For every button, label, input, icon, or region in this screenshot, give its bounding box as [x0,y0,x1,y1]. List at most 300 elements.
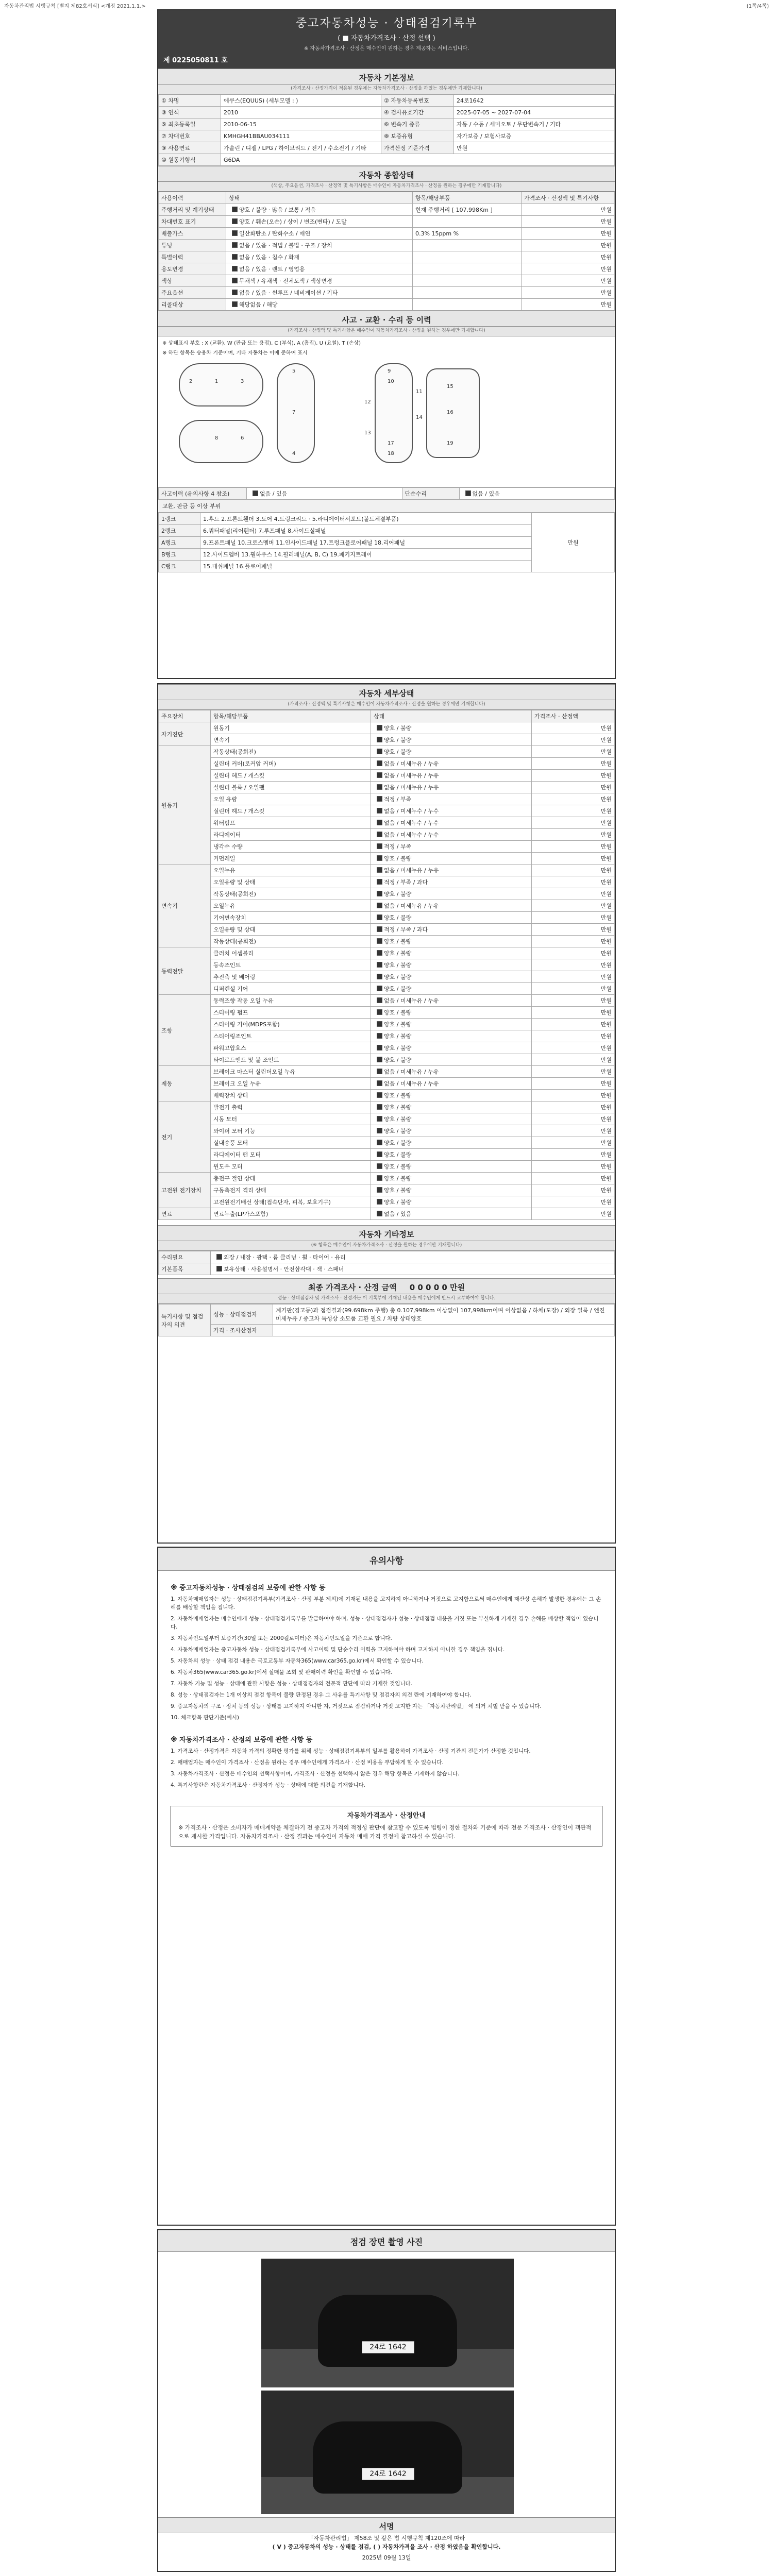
detail-item: 발전기 출력 [211,1101,371,1113]
other-info-row [159,1263,615,1275]
exchange-items: 9.프론트패널 10.크로스멤버 11.인사이드패널 17.트렁크플로어패널 18.리어패널 [200,537,532,549]
detail-row [159,1042,615,1054]
notice-paragraph: 3. 자동차가격조사 · 산정은 매수인의 선택사항이며, 가격조사 · 산정을 선택하지 않은 경우 해당 항목은 기재하지 않습니다. [171,1771,460,1777]
status-table [158,192,615,311]
detail-price: 만원 [532,1125,615,1137]
part-number: 2 [189,379,193,384]
status-header-3: 가격조사 · 산정액 및 특기사항 [522,192,615,204]
other-info-value [211,1263,615,1275]
detail-state-text: 양호 / 불량 [384,1104,412,1111]
detail-state-text: 없음 / 미세누수 / 누수 [384,820,439,826]
detail-row [159,1078,615,1090]
checkbox-icon [377,737,382,742]
detail-row [159,900,615,912]
checkbox-icon [377,1057,382,1062]
year-value: 2010 [221,107,381,118]
detail-row [159,817,615,829]
detail-row [159,1007,615,1019]
detail-item: 라디에이터 팬 모터 [211,1149,371,1161]
detail-price: 만원 [532,912,615,924]
status-note: (색상, 주요옵션, 가격조사 · 산정액 및 특기사항은 매수인이 자동차가격조사 · 산정을 원하는 경우에만 기재합니다) [158,182,615,192]
detail-state-text: 양호 / 불량 [384,986,412,992]
detail-state-text: 양호 / 불량 [384,1175,412,1182]
document-subtitle: ( ■ 자동차가격조사 · 산정 선택 ) [338,35,435,42]
detail-row [159,888,615,900]
status-row [159,275,615,287]
exchange-items: 12.사이드멤버 13.휠하우스 14.필러패널(A, B, C) 19.패키지트레이 [200,549,532,561]
checkbox-icon [377,1199,382,1205]
status-row-extra [413,216,522,228]
part-number: 11 [416,389,423,395]
status-row-text: 없음 / 있음 · 적법 / 불법 · 구조 / 장치 [239,242,332,249]
detail-row [159,971,615,983]
simple-repair-label: 단순수리 [402,488,459,500]
part-number: 6 [241,435,244,441]
detail-state-text: 양호 / 불량 [384,725,412,732]
detail-row [159,829,615,841]
notice-title: 유의사항 [158,1548,615,1571]
accident-legend: ※ 상태표시 부호 : X (교환), W (판금 또는 용접), C (부식), A (흠집), U (요철), T (손상) [162,341,361,346]
detail-row [159,912,615,924]
detail-price: 만원 [532,1042,615,1054]
part-number: 12 [364,399,371,405]
detail-state-text: 없음 / 미세누유 / 누유 [384,760,439,767]
exchange-items: 1.후드 2.프론트휀더 3.도어 4.트렁크리드 · 5.라디에이터서포트(볼트체결부품) [200,513,532,525]
detail-price: 만원 [532,900,615,912]
detail-row [159,1196,615,1208]
detail-item: 실린더 블록 / 오일팬 [211,782,371,793]
detail-state-text: 적정 / 부족 [384,796,412,803]
detail-state-text: 양호 / 불량 [384,1199,412,1206]
trans-label: ⑥ 변속기 종류 [381,118,454,130]
checkbox-icon [377,1128,382,1133]
part-number: 9 [388,368,391,374]
vin-label: ⑦ 차대번호 [159,130,221,142]
validity-value: 2025-07-05 ~ 2027-07-04 [454,107,615,118]
detail-price: 만원 [532,758,615,770]
detail-state [371,1184,532,1196]
detail-state [371,829,532,841]
detail-item: 스티어링 펌프 [211,1007,371,1019]
status-row-text: 없음 / 있음 · 썬루프 / 네비게이션 / 기타 [239,290,338,296]
final-price-label: 최종 가격조사 · 산정 금액 [308,1283,397,1292]
status-row-price: 만원 [522,204,615,216]
status-row-value [226,228,413,240]
status-row-price: 만원 [522,287,615,299]
detail-price: 만원 [532,1030,615,1042]
detail-price: 만원 [532,1101,615,1113]
notice-paragraph: 8. 성능 · 상태점검자는 1개 이상의 점검 항목이 불량 판정된 경우 그 사유를 특기사항 및 점검자의 의견 란에 기재하여야 합니다. [171,1692,472,1698]
detail-row [159,865,615,876]
checkbox-icon [377,820,382,825]
detail-state-text: 없음 / 있음 [384,1211,412,1217]
notice-subtitle-2: ※ 자동차가격조사 · 산정의 보증에 관한 사항 등 [171,1736,313,1744]
detail-state-text: 없음 / 미세누수 / 누수 [384,832,439,838]
price-basis-label: 가격산정 기준가격 [381,142,454,154]
detail-row [159,782,615,793]
inspection-photo-rear [261,2391,514,2514]
notice-body [158,1571,615,1799]
status-row-text: 일산화탄소 / 탄화수소 / 매연 [239,230,311,237]
basic-info-title: 자동차 기본정보 [158,69,615,84]
checkbox-icon [377,749,382,754]
car-front-image [318,2295,457,2367]
part-number: 16 [447,410,453,415]
detail-item: 실린더 커버(로커암 커버) [211,758,371,770]
detail-price: 만원 [532,853,615,865]
checkbox-icon [232,218,238,224]
detail-price: 만원 [532,1137,615,1149]
detail-state [371,936,532,947]
status-row-label: 색상 [159,275,226,287]
detail-row [159,853,615,865]
checkbox-icon [377,1211,382,1216]
document-title: 중고자동차성능 · 상태점검기록부 [295,17,478,30]
detail-state [371,995,532,1007]
status-row-label: 리콜대상 [159,299,226,311]
status-row-price: 만원 [522,251,615,263]
reg-no-label: ② 자동차등록번호 [381,95,454,107]
detail-price: 만원 [532,888,615,900]
detail-price: 만원 [532,959,615,971]
detail-item: 오일유량 및 상태 [211,924,371,936]
detail-group-label: 원동기 [159,746,211,865]
detail-state-text: 없음 / 미세누유 / 누유 [384,1080,439,1087]
detail-item: 워터펌프 [211,817,371,829]
status-row-text: 없음 / 있음 · 침수 / 화재 [239,254,299,261]
detail-price: 만원 [532,1054,615,1066]
detail-state [371,1161,532,1173]
notice-paragraph: 3. 자동차인도일부터 보증기간(30일 또는 2000킬로미터)은 자동차인도일을 기준으로 합니다. [171,1635,392,1641]
detail-state [371,876,532,888]
detail-price: 만원 [532,947,615,959]
detail-state [371,971,532,983]
simple-repair-value [459,488,615,500]
detail-header-0: 주요장치 [159,710,211,722]
checkbox-icon [377,832,382,837]
status-row-value [226,263,413,275]
detail-state-text: 양호 / 불량 [384,1033,412,1040]
checkbox-icon [232,242,238,248]
detail-price: 만원 [532,1090,615,1101]
detail-price: 만원 [532,1007,615,1019]
exchange-rank: C랭크 [159,561,200,572]
detail-price: 만원 [532,1019,615,1030]
detail-item: 클러치 어셈블리 [211,947,371,959]
detail-price: 만원 [532,936,615,947]
detail-group-label: 제동 [159,1066,211,1101]
first-reg-label: ⑤ 최초등록일 [159,118,221,130]
detail-price: 만원 [532,983,615,995]
detail-state [371,1066,532,1078]
notice-subtitle-1: ※ 중고자동차성능 · 상태점검의 보증에 관한 사항 등 [171,1584,326,1592]
detail-state [371,900,532,912]
detail-state [371,853,532,865]
pricing-guide-title: 자동차가격조사 · 산정안내 [347,1812,426,1820]
checkbox-icon [377,1045,382,1050]
detail-item: 오일누유 [211,900,371,912]
status-row-price: 만원 [522,240,615,251]
part-number: 17 [388,440,394,446]
checkbox-icon [377,772,382,778]
part-number: 13 [364,430,371,436]
special-label: 특기사항 및 점검자의 의견 [159,1304,211,1336]
part-number: 19 [447,440,453,446]
detail-state-text: 양호 / 불량 [384,974,412,980]
detail-row [159,1113,615,1125]
detail-price: 만원 [532,770,615,782]
detail-price: 만원 [532,1113,615,1125]
status-header-2: 항목/해당부품 [413,192,522,204]
fuel-value: 가솔린 / 디젤 / LPG / 하이브리드 / 전기 / 수소전기 / 기타 [221,142,381,154]
detail-row [159,746,615,758]
detail-row [159,1090,615,1101]
detail-state [371,793,532,805]
detail-state-text: 양호 / 불량 [384,1116,412,1123]
top-bar [0,0,773,9]
checkbox-icon [232,230,238,236]
detail-price: 만원 [532,1196,615,1208]
inspection-photo-front [261,2259,514,2387]
detail-price: 만원 [532,1149,615,1161]
part-number: 3 [241,379,244,384]
checkbox-icon [377,1033,382,1039]
first-reg-value: 2010-06-15 [221,118,381,130]
checkbox-icon [232,207,238,212]
detail-row [159,876,615,888]
checkbox-icon [377,784,382,790]
status-row [159,263,615,275]
car-name-label: ① 차명 [159,95,221,107]
detail-price: 만원 [532,1173,615,1184]
detail-price: 만원 [532,746,615,758]
checkbox-icon [377,855,382,861]
status-row-value [226,204,413,216]
license-plate-rear: 24로 1642 [362,2468,414,2480]
detail-state-text: 양호 / 불량 [384,1151,412,1158]
checkbox-icon [377,843,382,849]
checkbox-icon [377,808,382,814]
detail-item: 실린더 헤드 / 개스킷 [211,805,371,817]
detail-group-label: 전기 [159,1101,211,1173]
status-row-label: 주행거리 및 계기상태 [159,204,226,216]
other-info-title: 자동차 기타정보 [158,1225,615,1241]
part-number: 1 [215,379,219,384]
detail-group-label: 고전원 전기장치 [159,1173,211,1208]
status-row-value [226,251,413,263]
detail-price: 만원 [532,1208,615,1220]
detail-state-text: 없음 / 미세누유 / 누유 [384,784,439,791]
other-info-label: 수리필요 [159,1251,211,1263]
detail-state [371,1090,532,1101]
detail-row [159,1030,615,1042]
status-row-label: 차대번호 표기 [159,216,226,228]
detail-state [371,805,532,817]
detail-state-text: 없음 / 미세누수 / 누수 [384,808,439,815]
notice-paragraph: 4. 자동차매매업자는 중고자동차 성능 · 상태점검기록부에 사고이력 및 단순수리 이력을 고지하여야 하며 고지하지 아니한 경우 책임을 집니다. [171,1647,505,1653]
detail-group-label: 연료 [159,1208,211,1220]
notice-paragraph: 1. 자동차매매업자는 성능 · 상태점검기록부(가격조사 · 산정 부분 제외)에 기재된 내용을 고지하지 아니하거나 거짓으로 고지함으로써 매수인에게 재산상 손해가 발생한 경우에는 그 손해를 배상할 책임을 집니다. [171,1596,601,1611]
status-row-label: 용도변경 [159,263,226,275]
detail-item: 브레이크 오일 누유 [211,1078,371,1090]
status-row [159,240,615,251]
basic-info-table [158,94,615,166]
detail-state [371,1101,532,1113]
final-price-title [158,1278,615,1294]
final-price-value: 0 0 0 0 0 만원 [409,1283,465,1292]
detail-item: 오일유량 및 상태 [211,876,371,888]
signature-title: 서명 [158,2517,615,2533]
detail-group-label: 동력전달 [159,947,211,995]
exchange-row [159,513,615,525]
status-row [159,287,615,299]
detail-item: 타이로드엔드 및 볼 조인트 [211,1054,371,1066]
detail-state [371,817,532,829]
accident-title: 사고 · 교환 · 수리 등 이력 [158,311,615,327]
detail-table [158,710,615,1220]
basic-info-note: (가격조사 · 산정가격이 적용된 경우에는 자동차가격조사 · 산정을 하였는 경우에만 기재합니다) [158,84,615,94]
detail-price: 만원 [532,793,615,805]
detail-state-text: 양호 / 불량 [384,891,412,897]
part-number: 5 [292,368,296,374]
checkbox-icon [377,962,382,968]
status-row-label: 배출가스 [159,228,226,240]
status-row-value [226,240,413,251]
pricing-guide-box [171,1806,602,1846]
detail-state [371,947,532,959]
detail-state [371,770,532,782]
detail-state [371,1196,532,1208]
checkbox-icon [377,914,382,920]
detail-row [159,770,615,782]
checkbox-icon [377,1140,382,1145]
status-title: 자동차 종합상태 [158,166,615,182]
detail-item: 작동상태(공회전) [211,746,371,758]
special-text-2 [273,1325,615,1336]
checkbox-icon [377,950,382,956]
accident-table [158,487,615,500]
detail-item: 디퍼렌셜 기어 [211,983,371,995]
checkbox-icon [377,725,382,731]
exchange-items: 6.쿼터패널(리어휀더) 7.루프패널 8.사이드실패널 [200,525,532,537]
checkbox-icon [377,938,382,944]
accident-note: (가격조사 · 산정액 및 특기사항은 매수인이 자동차가격조사 · 산정을 원하는 경우에만 기재합니다) [158,327,615,336]
part-number: 8 [215,435,219,441]
detail-group-label: 자기진단 [159,722,211,746]
status-row-price: 만원 [522,263,615,275]
checkbox-icon [377,1080,382,1086]
checkbox-icon [377,1092,382,1098]
detail-price: 만원 [532,734,615,746]
detail-item: 배력장치 상태 [211,1090,371,1101]
detail-item: 와이퍼 모터 기능 [211,1125,371,1137]
checkbox-icon [232,278,238,283]
detail-item: 스티어링 기어(MDPS포함) [211,1019,371,1030]
detail-state-text: 양호 / 불량 [384,1009,412,1016]
status-row-extra [413,299,522,311]
detail-state [371,959,532,971]
vin-value: KMHGH41BBAU034111 [221,130,381,142]
other-info-row [159,1251,615,1263]
detail-row [159,983,615,995]
detail-state [371,1173,532,1184]
status-row-price: 만원 [522,275,615,287]
status-row-text: 양호 / 훼손(오손) / 상이 / 변조(변타) / 도말 [239,218,347,225]
detail-row [159,805,615,817]
detail-item: 윈도우 모터 [211,1161,371,1173]
detail-header-2: 상태 [371,710,532,722]
detail-state [371,983,532,995]
status-row-extra: 현재 주행거리 [ 107,998Km ] [413,204,522,216]
accident-history-text: 없음 / 있음 [260,490,288,497]
checkbox-icon [232,266,238,272]
validity-label: ④ 검사유효기간 [381,107,454,118]
detail-row [159,1184,615,1196]
detail-price: 만원 [532,841,615,853]
detail-row [159,936,615,947]
status-header-0: 사용이력 [159,192,226,204]
other-info-text: 외장 / 내장 · 광택 · 룸 클리닝 · 휠 · 타이어 · 유리 [224,1254,346,1261]
checkbox-icon [377,1175,382,1181]
detail-price: 만원 [532,829,615,841]
checkbox-icon [377,986,382,991]
detail-header-3: 가격조사 · 산정액 [532,710,615,722]
detail-state-text: 양호 / 불량 [384,962,412,969]
special-sub-1: 성능 · 상태점검자 [211,1304,273,1325]
part-number: 10 [388,379,394,384]
detail-item: 고전원전기배선 상태(접속단자, 피복, 보호기구) [211,1196,371,1208]
detail-state [371,865,532,876]
detail-item: 냉각수 수량 [211,841,371,853]
detail-price: 만원 [532,1078,615,1090]
detail-state [371,758,532,770]
signature-line-1: 「자동차관리법」 제58조 및 같은 법 시행규칙 제120조에 따라 [308,2535,465,2541]
detail-price: 만원 [532,782,615,793]
status-row-extra: 0.3% 15ppm % [413,228,522,240]
detail-price: 만원 [532,1184,615,1196]
detail-price: 만원 [532,817,615,829]
checkbox-icon [232,254,238,260]
page-3 [157,1547,616,2226]
detail-item: 원동기 [211,722,371,734]
detail-item: 기어변속장치 [211,912,371,924]
status-row-price: 만원 [522,299,615,311]
detail-item: 라디에이터 [211,829,371,841]
detail-price: 만원 [532,722,615,734]
status-row-label: 주요옵션 [159,287,226,299]
detail-state [371,912,532,924]
detail-item: 작동상태(공회전) [211,936,371,947]
detail-state-text: 양호 / 불량 [384,737,412,743]
detail-row [159,734,615,746]
detail-state-text: 적정 / 부족 [384,843,412,850]
detail-header-1: 항목/해당부품 [211,710,371,722]
other-info-label: 기본품목 [159,1263,211,1275]
detail-row [159,722,615,734]
exchange-items: 15.대쉬패널 16.플로어패널 [200,561,532,572]
exchange-rank: B랭크 [159,549,200,561]
status-row-label: 특별이력 [159,251,226,263]
detail-row [159,1066,615,1078]
status-row [159,228,615,240]
detail-state-text: 양호 / 불량 [384,1128,412,1134]
detail-state [371,1125,532,1137]
detail-state [371,746,532,758]
car-diagram [158,358,615,487]
detail-item: 동력조향 작동 오일 누유 [211,995,371,1007]
detail-price: 만원 [532,1066,615,1078]
detail-row [159,995,615,1007]
